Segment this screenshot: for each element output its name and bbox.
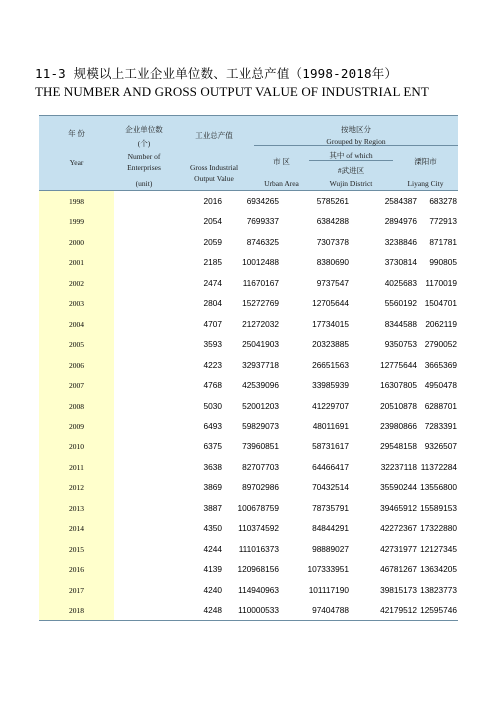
wujin-cell: 2584387 bbox=[384, 196, 417, 206]
liyang-cell: 871781 bbox=[429, 236, 457, 247]
gov-cell: 73960851 bbox=[242, 441, 279, 452]
gov-cell: 15272769 bbox=[242, 298, 279, 309]
year-cell: 2016 bbox=[69, 565, 84, 575]
enterprises-cell: 2054 bbox=[203, 216, 222, 227]
gov-cell: 21272032 bbox=[242, 318, 279, 329]
region-header-en: Grouped by Region bbox=[326, 137, 386, 146]
enterprises-cell: 3593 bbox=[203, 339, 222, 350]
wujin-cell: 32237118 bbox=[380, 461, 417, 472]
enterprises-cell: 4139 bbox=[203, 564, 222, 575]
page-title-en: THE NUMBER AND GROSS OUTPUT VALUE OF INDUSTRIAL ENT bbox=[35, 84, 429, 99]
year-cell: 2000 bbox=[69, 237, 84, 247]
gov-header-cn: 工业总产值 bbox=[195, 131, 233, 140]
liyang-cell: 1504701 bbox=[424, 298, 457, 309]
table-row bbox=[39, 232, 458, 253]
liyang-cell: 990805 bbox=[429, 257, 457, 268]
table-bottom-rule bbox=[39, 620, 458, 621]
year-cell: 2001 bbox=[69, 258, 84, 268]
gov-cell: 111016373 bbox=[238, 543, 279, 554]
gov-cell: 8746325 bbox=[246, 236, 279, 247]
urban-header-cn: 市 区 bbox=[273, 157, 290, 166]
table-row bbox=[39, 600, 458, 621]
liyang-header-en: Liyang City bbox=[407, 179, 444, 188]
liyang-cell: 7283391 bbox=[424, 420, 457, 431]
wujin-cell: 20510878 bbox=[380, 400, 417, 411]
gov-cell: 25041903 bbox=[242, 339, 279, 350]
table-row bbox=[39, 252, 458, 273]
enterprises-unit-cn: (个) bbox=[137, 139, 151, 148]
gov-cell: 110000533 bbox=[238, 605, 279, 615]
liyang-cell: 9326507 bbox=[424, 441, 457, 452]
liyang-cell: 2062119 bbox=[425, 318, 457, 329]
table-row bbox=[39, 518, 458, 539]
gov-cell: 114940963 bbox=[238, 584, 279, 595]
page-title-cn: 11-3 规模以上工业企业单位数、工业总产值（1998-2018年） bbox=[35, 66, 398, 81]
liyang-cell: 13634205 bbox=[420, 564, 457, 575]
urban-cell: 64466417 bbox=[312, 461, 349, 472]
table-header bbox=[39, 115, 458, 191]
table-row bbox=[39, 580, 458, 601]
enterprises-cell: 4707 bbox=[203, 318, 222, 329]
wujin-cell: 8344588 bbox=[384, 318, 417, 329]
year-cell: 2011 bbox=[69, 462, 84, 472]
enterprises-cell: 4240 bbox=[203, 584, 222, 595]
wujin-header-cn: #武进区 bbox=[337, 166, 365, 175]
urban-cell: 33985939 bbox=[312, 380, 349, 391]
wujin-cell: 23980866 bbox=[380, 420, 417, 431]
table-row bbox=[39, 355, 458, 376]
year-cell: 2009 bbox=[69, 421, 84, 431]
urban-cell: 58731617 bbox=[312, 441, 349, 452]
liyang-cell: 1170019 bbox=[425, 277, 457, 288]
enterprises-cell: 6493 bbox=[203, 420, 222, 431]
enterprises-cell: 4350 bbox=[203, 523, 222, 534]
table-row bbox=[39, 334, 458, 355]
urban-cell: 5785261 bbox=[316, 196, 349, 206]
urban-cell: 6384288 bbox=[316, 216, 349, 227]
year-cell: 2012 bbox=[69, 483, 84, 493]
liyang-cell: 772913 bbox=[429, 216, 457, 227]
year-cell: 2018 bbox=[69, 606, 84, 615]
enterprises-unit-en: (unit) bbox=[135, 179, 153, 188]
table-row bbox=[39, 273, 458, 294]
year-header-en: Year bbox=[69, 158, 84, 167]
ofwhich-header: 其中 of which bbox=[329, 151, 373, 160]
gov-cell: 59829073 bbox=[242, 420, 279, 431]
urban-cell: 98889027 bbox=[312, 543, 349, 554]
gov-cell: 100678759 bbox=[237, 502, 279, 513]
gov-cell: 42539096 bbox=[242, 380, 279, 391]
table-row bbox=[39, 416, 458, 437]
table-row bbox=[39, 191, 458, 212]
urban-cell: 7307378 bbox=[316, 236, 349, 247]
urban-cell: 78735791 bbox=[312, 502, 349, 513]
wujin-cell: 3730814 bbox=[384, 257, 417, 268]
year-cell: 2014 bbox=[69, 524, 84, 534]
liyang-cell: 11372284 bbox=[420, 461, 457, 472]
year-cell: 2010 bbox=[69, 442, 84, 452]
wujin-cell: 42272367 bbox=[380, 523, 417, 534]
year-cell: 2015 bbox=[69, 544, 84, 554]
gov-cell: 10012488 bbox=[242, 257, 279, 268]
liyang-cell: 2790052 bbox=[424, 339, 457, 350]
liyang-cell: 12595746 bbox=[420, 605, 457, 615]
urban-cell: 84844291 bbox=[312, 523, 349, 534]
enterprises-cell: 4248 bbox=[203, 605, 222, 615]
table-row bbox=[39, 314, 458, 335]
enterprises-cell: 4223 bbox=[203, 359, 222, 370]
wujin-cell: 46781267 bbox=[380, 564, 417, 575]
enterprises-header-cn: 企业单位数 bbox=[125, 125, 163, 134]
gov-cell: 7699337 bbox=[246, 216, 279, 227]
enterprises-header-en: Number of Enterprises bbox=[127, 152, 161, 172]
enterprises-cell: 2474 bbox=[203, 277, 222, 288]
urban-cell: 9737547 bbox=[316, 277, 349, 288]
liyang-cell: 13823773 bbox=[420, 584, 457, 595]
urban-cell: 107333951 bbox=[307, 564, 349, 575]
liyang-cell: 3665369 bbox=[424, 359, 457, 370]
urban-cell: 41229707 bbox=[312, 400, 349, 411]
year-cell: 2006 bbox=[69, 360, 84, 370]
wujin-cell: 16307805 bbox=[380, 380, 417, 391]
wujin-cell: 42731977 bbox=[380, 543, 417, 554]
year-header-cn: 年 份 bbox=[68, 129, 85, 138]
gov-cell: 52001203 bbox=[242, 400, 279, 411]
urban-cell: 70432514 bbox=[312, 482, 349, 493]
table-row bbox=[39, 559, 458, 580]
table-row bbox=[39, 375, 458, 396]
liyang-cell: 12127345 bbox=[420, 543, 457, 554]
urban-cell: 8380690 bbox=[316, 257, 349, 268]
wujin-cell: 42179512 bbox=[380, 605, 417, 615]
table-row bbox=[39, 211, 458, 232]
urban-cell: 97404788 bbox=[312, 605, 349, 615]
table-row bbox=[39, 457, 458, 478]
liyang-cell: 683278 bbox=[429, 196, 457, 206]
liyang-cell: 13556800 bbox=[420, 482, 457, 493]
wujin-cell: 39815173 bbox=[380, 584, 417, 595]
year-cell: 1999 bbox=[69, 217, 84, 227]
enterprises-cell: 6375 bbox=[203, 441, 222, 452]
year-cell: 2005 bbox=[69, 340, 84, 350]
year-cell: 2002 bbox=[69, 278, 84, 288]
wujin-cell: 39465912 bbox=[380, 502, 417, 513]
enterprises-cell: 4768 bbox=[203, 380, 222, 391]
table-row bbox=[39, 436, 458, 457]
wujin-cell: 4025683 bbox=[384, 277, 417, 288]
enterprises-cell: 3869 bbox=[203, 482, 222, 493]
enterprises-cell: 2016 bbox=[203, 196, 222, 206]
year-cell: 2008 bbox=[69, 401, 84, 411]
gov-cell: 82707703 bbox=[242, 461, 279, 472]
table-row bbox=[39, 498, 458, 519]
gov-cell: 89702986 bbox=[242, 482, 279, 493]
liyang-cell: 17322880 bbox=[420, 523, 457, 534]
urban-cell: 20323885 bbox=[312, 339, 349, 350]
table-row bbox=[39, 293, 458, 314]
urban-cell: 12705644 bbox=[312, 298, 349, 309]
wujin-cell: 35590244 bbox=[380, 482, 417, 493]
urban-cell: 101117190 bbox=[308, 584, 349, 595]
year-cell: 2004 bbox=[69, 319, 84, 329]
gov-cell: 110374592 bbox=[238, 523, 279, 534]
table-row bbox=[39, 477, 458, 498]
liyang-header-cn: 溧阳市 bbox=[414, 157, 437, 166]
liyang-cell: 15589153 bbox=[420, 502, 457, 513]
enterprises-cell: 3638 bbox=[203, 461, 222, 472]
year-cell: 2013 bbox=[69, 503, 84, 513]
wujin-cell: 5560192 bbox=[384, 298, 417, 309]
header-top-rule bbox=[39, 115, 458, 116]
urban-cell: 26651563 bbox=[312, 359, 349, 370]
enterprises-cell: 2059 bbox=[203, 236, 222, 247]
gov-cell: 120968156 bbox=[237, 564, 279, 575]
region-header-cn: 按地区分 bbox=[341, 125, 371, 134]
enterprises-cell: 2804 bbox=[203, 298, 222, 309]
urban-cell: 17734015 bbox=[312, 318, 349, 329]
gov-header-en: Gross Industrial Output Value bbox=[189, 163, 239, 183]
wujin-header-en: Wujin District bbox=[329, 179, 373, 188]
wujin-cell: 29548158 bbox=[380, 441, 417, 452]
year-cell: 1998 bbox=[69, 197, 84, 206]
table-row bbox=[39, 539, 458, 560]
table-row bbox=[39, 396, 458, 417]
enterprises-cell: 5030 bbox=[203, 400, 222, 411]
enterprises-cell: 3887 bbox=[203, 502, 222, 513]
gov-cell: 11670167 bbox=[242, 277, 279, 288]
wujin-cell: 2894976 bbox=[384, 216, 417, 227]
enterprises-cell: 2185 bbox=[203, 257, 222, 268]
wujin-cell: 12775644 bbox=[380, 359, 417, 370]
wujin-cell: 3238846 bbox=[384, 236, 417, 247]
enterprises-cell: 4244 bbox=[203, 543, 222, 554]
gov-cell: 6934265 bbox=[246, 196, 279, 206]
year-cell: 2007 bbox=[69, 381, 84, 391]
year-cell: 2003 bbox=[69, 299, 84, 309]
urban-cell: 48011691 bbox=[312, 420, 349, 431]
urban-header-en: Urban Area bbox=[264, 179, 299, 188]
liyang-cell: 6288701 bbox=[424, 400, 457, 411]
year-cell: 2017 bbox=[69, 585, 84, 595]
liyang-cell: 4950478 bbox=[424, 380, 457, 391]
gov-cell: 32937718 bbox=[242, 359, 279, 370]
wujin-cell: 9350753 bbox=[384, 339, 417, 350]
